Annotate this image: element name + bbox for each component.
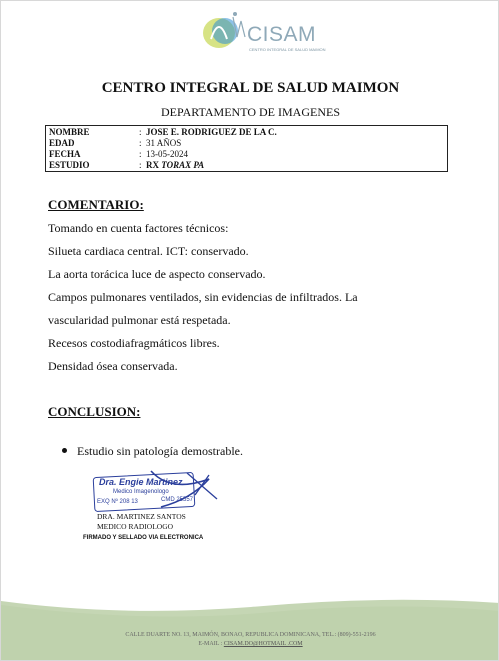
bullet-icon (62, 448, 67, 453)
comentario-line: vascularidad pulmonar está respetada. (48, 313, 231, 327)
cisam-logo (197, 9, 327, 53)
signature-stamp (91, 469, 221, 513)
patient-row-study (46, 160, 447, 171)
signature-note: FIRMADO Y SELLADO VIA ELECTRONICA (83, 535, 204, 541)
conclusion-heading: CONCLUSION: (48, 404, 141, 419)
patient-row-age (46, 138, 447, 149)
comentario-line: Silueta cardiaca central. ICT: conservado. (48, 244, 249, 258)
info-separator: : (139, 149, 142, 159)
stamp-exequatur: EXQ Nº 208 13 (97, 499, 138, 505)
footer-email-line (1, 641, 499, 647)
footer-email-label: E-MAIL : (198, 641, 223, 647)
info-label: NOMBRE (49, 127, 90, 137)
comentario-line: Recesos costodiafragmáticos libres. (48, 336, 220, 350)
info-value (146, 160, 204, 170)
footer-wave-decoration (1, 581, 499, 661)
info-value: JOSE E. RODRIGUEZ DE LA C. (146, 127, 277, 137)
comentario-line: Tomando en cuenta factores técnicos: (48, 221, 229, 235)
logo-subtitle: CENTRO INTEGRAL DE SALUD MAIMON (249, 47, 326, 52)
info-separator: : (139, 160, 142, 170)
info-value: 31 AÑOS (146, 138, 182, 148)
department-title: DEPARTAMENTO DE IMAGENES (161, 105, 340, 119)
comentario-line: La aorta torácica luce de aspecto conservado. (48, 267, 266, 281)
conclusion-item: Estudio sin patología demostrable. (77, 444, 243, 458)
info-label: ESTUDIO (49, 160, 90, 170)
info-value: 13-05-2024 (146, 149, 188, 159)
patient-row-name (46, 127, 447, 138)
comentario-line: Campos pulmonares ventilados, sin evidencias de infiltrados. La (48, 290, 358, 304)
comentario-line: Densidad ósea conservada. (48, 359, 178, 373)
doctor-role: MEDICO RADIOLOGO (97, 522, 174, 531)
footer-email-link[interactable]: CISAM.DO@HOTMAIL .COM (223, 641, 303, 647)
report-title: CENTRO INTEGRAL DE SALUD MAIMON (101, 80, 400, 96)
stamp-cmd: CMD 25557 (161, 497, 194, 503)
info-label: EDAD (49, 138, 75, 148)
info-label: FECHA (49, 149, 81, 159)
comentario-heading: COMENTARIO: (48, 197, 144, 212)
study-type: RX (146, 160, 159, 170)
stamp-role: Medico Imagenologo (113, 489, 169, 495)
patient-row-date (46, 149, 447, 160)
patient-info-box (45, 125, 448, 172)
doctor-name: DRA. MARTINEZ SANTOS (97, 512, 186, 521)
info-separator: : (139, 138, 142, 148)
study-region: TORAX PA (161, 160, 205, 170)
info-separator: : (139, 127, 142, 137)
logo-wordmark: CISAM (247, 23, 317, 46)
stamp-name: Dra. Engie Martinez (99, 477, 183, 487)
footer-address: CALLE DUARTE NO. 13, MAIMÓN, BONAO, REPUBLICA DOMINICANA, TEL.: (809)-551-2196 (125, 632, 376, 638)
